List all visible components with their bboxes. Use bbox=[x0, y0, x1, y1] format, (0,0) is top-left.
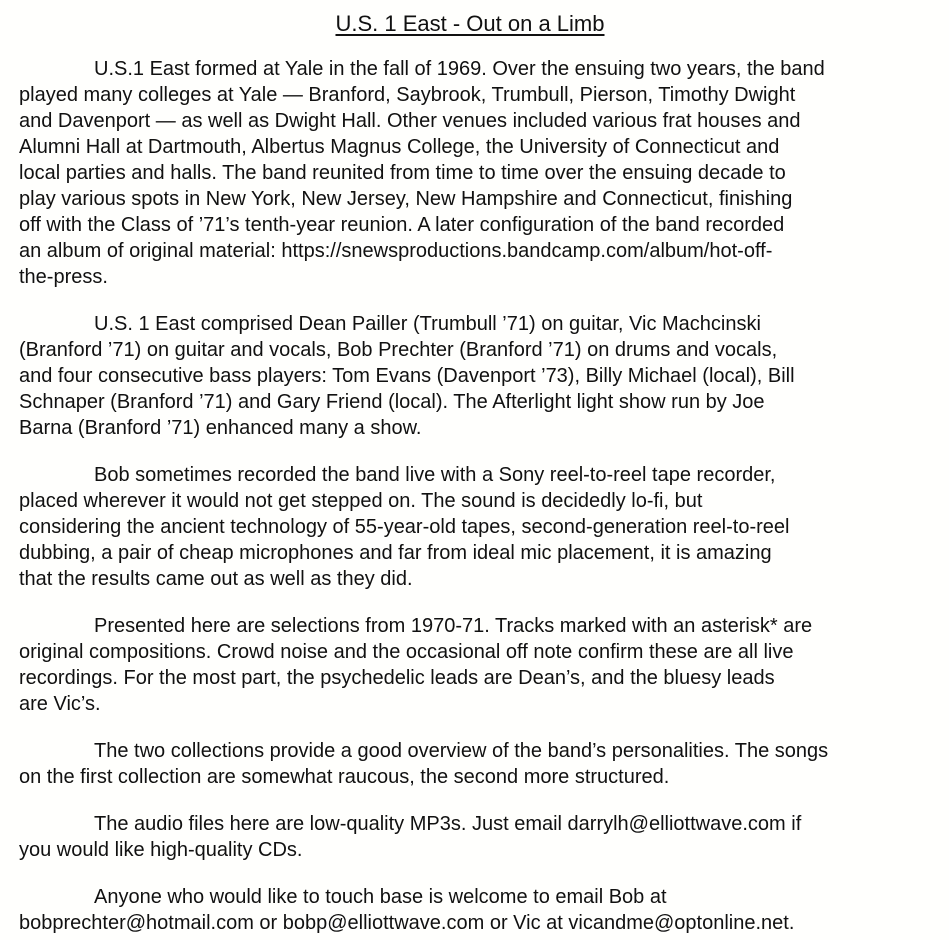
text-line: off with the Class of ’71’s tenth-year reunion. A later configuration of the band recorded bbox=[19, 214, 785, 236]
paragraph-history bbox=[19, 56, 921, 290]
text-line: play various spots in New York, New Jersey, New Hampshire and Connecticut, finishing bbox=[19, 188, 793, 210]
text-line: that the results came out as well as they did. bbox=[19, 568, 413, 590]
text-line: U.S.1 East formed at Yale in the fall of 1969. Over the ensuing two years, the band bbox=[94, 58, 825, 80]
text-line: dubbing, a pair of cheap microphones and far from ideal mic placement, it is amazing bbox=[19, 542, 772, 564]
text-line: (Branford ’71) on guitar and vocals, Bob Prechter (Branford ’71) on drums and vocals, bbox=[19, 339, 778, 361]
text-line: Anyone who would like to touch base is welcome to email Bob at bbox=[94, 886, 667, 908]
text-line: on the first collection are somewhat raucous, the second more structured. bbox=[19, 766, 670, 788]
text-line: local parties and halls. The band reunited from time to time over the ensuing decade to bbox=[19, 162, 786, 184]
text-line: are Vic’s. bbox=[19, 693, 101, 715]
paragraph-recording bbox=[19, 462, 921, 592]
text-line: Presented here are selections from 1970-71. Tracks marked with an asterisk* are bbox=[94, 615, 813, 637]
text-line: and Davenport — as well as Dwight Hall. Other venues included various frat houses and bbox=[19, 110, 801, 132]
text-line: original compositions. Crowd noise and the occasional off note confirm these are all live bbox=[19, 641, 794, 663]
text-line: the-press. bbox=[19, 266, 108, 288]
text-line: played many colleges at Yale — Branford, Saybrook, Trumbull, Pierson, Timothy Dwight bbox=[19, 84, 796, 106]
paragraph-audio-quality bbox=[19, 811, 921, 863]
text-line: Barna (Branford ’71) enhanced many a show. bbox=[19, 417, 422, 439]
paragraph-selections bbox=[19, 613, 921, 717]
text-line: Alumni Hall at Dartmouth, Albertus Magnus College, the University of Connecticut and bbox=[19, 136, 780, 158]
text-line: an album of original material: https://snewsproductions.bandcamp.com/album/hot-off- bbox=[19, 240, 773, 262]
text-line: Schnaper (Branford ’71) and Gary Friend (local). The Afterlight light show run by Joe bbox=[19, 391, 765, 413]
text-line: The audio files here are low-quality MP3s. Just email darrylh@elliottwave.com if bbox=[94, 813, 802, 835]
text-line: placed wherever it would not get stepped on. The sound is decidedly lo-fi, but bbox=[19, 490, 703, 512]
text-line: The two collections provide a good overview of the band’s personalities. The songs bbox=[94, 740, 829, 762]
text-line: bobprechter@hotmail.com or bobp@elliottwave.com or Vic at vicandme@optonline.net. bbox=[19, 912, 795, 934]
paragraph-collections bbox=[19, 738, 921, 790]
text-line: and four consecutive bass players: Tom Evans (Davenport ’73), Billy Michael (local), Bill bbox=[19, 365, 795, 387]
paragraph-members bbox=[19, 311, 921, 441]
text-line: Bob sometimes recorded the band live with a Sony reel-to-reel tape recorder, bbox=[94, 464, 776, 486]
text-line: considering the ancient technology of 55-year-old tapes, second-generation reel-to-reel bbox=[19, 516, 790, 538]
text-line: recordings. For the most part, the psychedelic leads are Dean’s, and the bluesy leads bbox=[19, 667, 775, 689]
text-line: you would like high-quality CDs. bbox=[19, 839, 303, 861]
document-title: U.S. 1 East - Out on a Limb bbox=[335, 11, 605, 36]
text-line: U.S. 1 East comprised Dean Pailler (Trumbull ’71) on guitar, Vic Machcinski bbox=[94, 313, 761, 335]
document-body bbox=[19, 56, 921, 936]
paragraph-contact bbox=[19, 884, 921, 936]
